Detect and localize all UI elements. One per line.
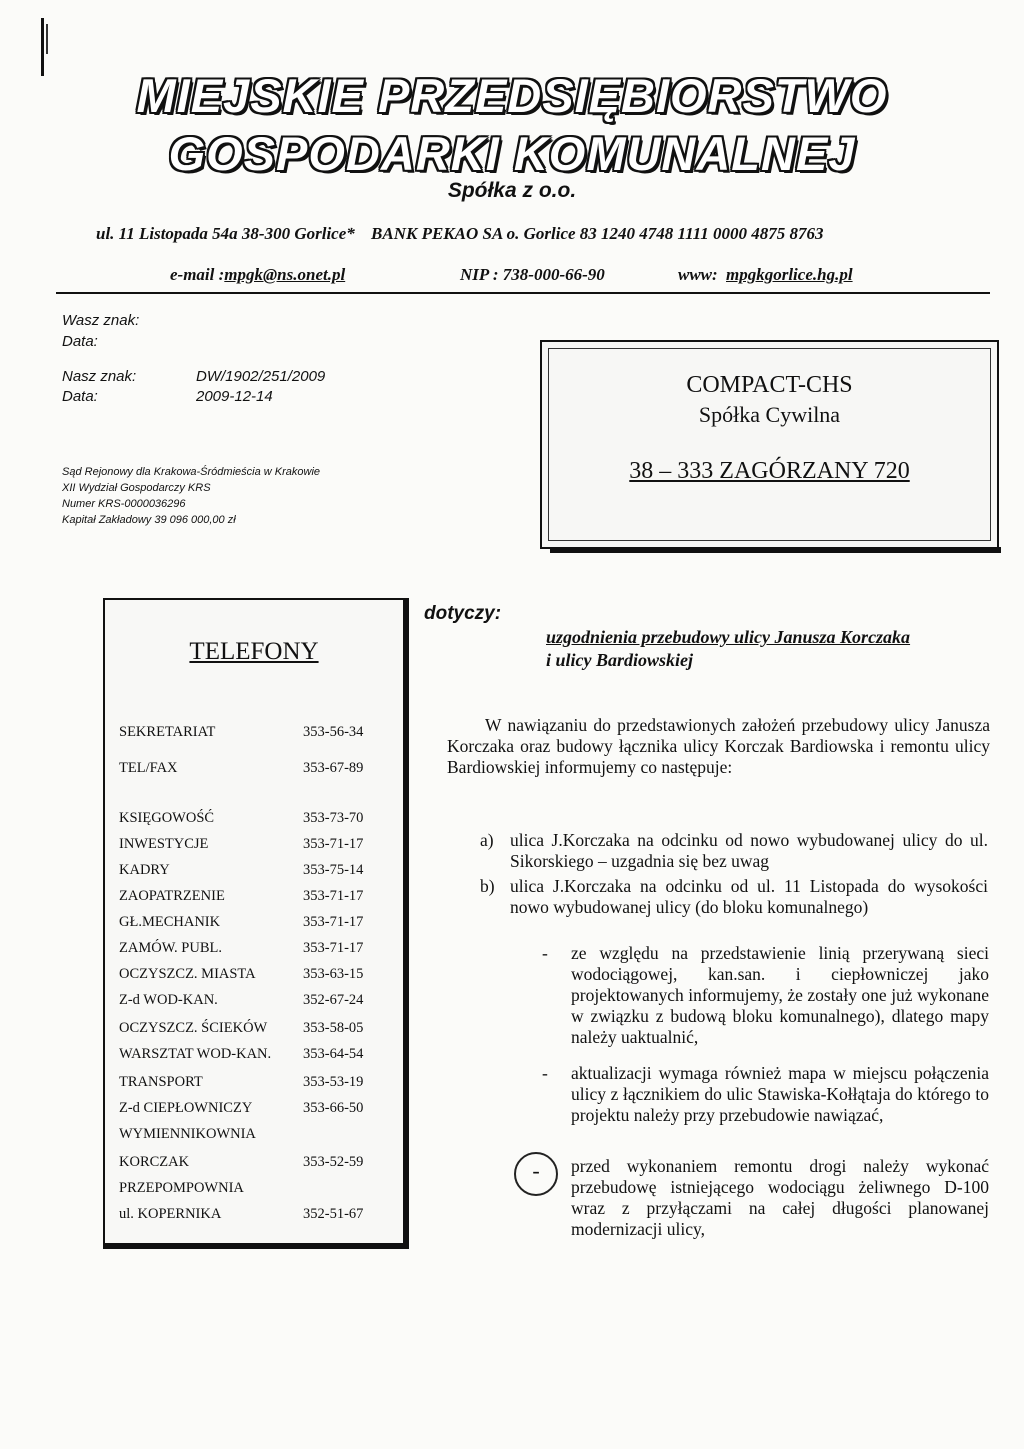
phone-department: ul. KOPERNIKA — [119, 1206, 222, 1222]
item-b-marker: b) — [480, 876, 495, 896]
court-registry-line1: Sąd Rejonowy dla Krakowa-Śródmieścia w Krakowie — [62, 466, 321, 478]
company-nip: NIP : 738-000-66-90 — [460, 265, 605, 284]
www-link[interactable]: mpgkgorlice.hg.pl — [726, 265, 853, 284]
body-intro: W nawiązaniu do przedstawionych założeń przebudowy ulicy Janusza Korczaka oraz budowy łącznika ulicy Korczak Bardiowska i remontu ulicy Bardiowskiej informujemy co następuje: — [447, 715, 990, 777]
phone-department: Z-d WOD-KAN. — [119, 992, 218, 1008]
addressee-form: Spółka Cywilna — [698, 402, 841, 427]
phone-number: 353-56-34 — [303, 724, 364, 740]
phone-department: OCZYSZCZ. ŚCIEKÓW — [119, 1020, 268, 1036]
phone-department: SEKRETARIAT — [119, 724, 216, 740]
item-a-text: ulica J.Korczaka na odcinku od nowo wybudowanej ulicy do ul. Sikorskiego – uzgadnia się bez uwag — [510, 830, 988, 871]
phone-number: 353-64-54 — [303, 1046, 364, 1062]
item-a-marker: a) — [480, 830, 494, 850]
letterhead-divider — [56, 292, 990, 294]
phone-number: 352-67-24 — [303, 992, 364, 1008]
phone-department: TRANSPORT — [119, 1074, 203, 1090]
www-label: www: — [678, 265, 718, 284]
addressee-city: 38 – 333 ZAGÓRZANY 720 — [629, 458, 910, 484]
phone-department: GŁ.MECHANIK — [119, 914, 221, 930]
your-date-label: Data: — [62, 333, 98, 350]
phone-number: 353-71-17 — [303, 888, 364, 904]
phone-department: ZAMÓW. PUBL. — [119, 940, 222, 956]
phone-department: KSIĘGOWOŚĆ — [119, 810, 215, 826]
court-registry-line4: Kapitał Zakładowy 39 096 000,00 zł — [62, 514, 236, 526]
item-b-text: ulica J.Korczaka na odcinku od ul. 11 Listopada do wysokości nowo wybudowanej ulicy (do bloku komunalnego) — [510, 876, 988, 917]
addressee-name: COMPACT-CHS — [686, 372, 853, 398]
phone-number: 353-53-19 — [303, 1074, 364, 1090]
phone-number: 353-71-17 — [303, 914, 364, 930]
letterhead-contact-line — [170, 265, 910, 285]
court-registry-line3: Numer KRS-0000036296 — [62, 498, 186, 510]
phone-department: INWESTYCJE — [119, 836, 209, 852]
company-bank-account: BANK PEKAO SA o. Gorlice 83 1240 4748 1111 0000 4875 8763 — [371, 224, 824, 243]
phone-department: KADRY — [119, 862, 170, 878]
phone-department: Z-d CIEPŁOWNICZY — [119, 1100, 253, 1116]
phone-department: WARSZTAT WOD-KAN. — [119, 1046, 272, 1062]
phone-number: 353-75-14 — [303, 862, 364, 878]
subject-label: dotyczy: — [424, 603, 502, 624]
bullet-2-text: aktualizacji wymaga również mapa w miejscu połączenia ulicy z łącznikiem do ulic Stawiska-Kołłątaja do którego to projektu należy przy przebudowie nawiązać, — [571, 1063, 989, 1125]
letterhead-address-line — [96, 224, 835, 244]
subject-line1: uzgodnienia przebudowy ulicy Janusza Korczaka — [546, 627, 911, 647]
bullet-3-text: przed wykonaniem remontu drogi należy wykonać przebudowę istniejącego wodociągu żeliwnego D-100 wraz z przyłączami na całej długości planowanej modernizacji ulicy, — [571, 1156, 989, 1239]
phone-department: KORCZAK — [119, 1154, 190, 1170]
letterhead-company-form: Spółka z o.o. — [447, 179, 577, 202]
phone-number: 353-71-17 — [303, 940, 364, 956]
phone-number: 353-67-89 — [303, 760, 364, 776]
letterhead-title-line2: GOSPODARKI KOMUNALNEJ — [168, 127, 856, 180]
addressee-box — [540, 340, 999, 549]
phone-number: 353-66-50 — [303, 1100, 364, 1116]
bullet-1-dash: - — [542, 943, 548, 963]
phone-number: 353-73-70 — [303, 810, 364, 826]
phone-number: 353-52-59 — [303, 1154, 364, 1170]
company-address: ul. 11 Listopada 54a 38-300 Gorlice* — [96, 224, 355, 243]
phone-directory-box — [103, 598, 409, 1249]
subject — [546, 626, 976, 672]
phone-number: 352-51-67 — [303, 1206, 364, 1222]
email-link[interactable]: mpgk@ns.onet.pl — [224, 265, 346, 284]
phone-department: WYMIENNIKOWNIA — [119, 1126, 256, 1142]
bullet-3-circled-dash: - — [514, 1152, 558, 1196]
bullet-2-dash: - — [542, 1063, 548, 1083]
letterhead-title-line1: MIEJSKIE PRZEDSIĘBIORSTWO — [136, 69, 888, 122]
phone-department: OCZYSZCZ. MIASTA — [119, 966, 256, 982]
subject-line2: i ulicy Bardiowskiej — [546, 650, 694, 670]
phone-number: 353-58-05 — [303, 1020, 364, 1036]
phone-department: PRZEPOMPOWNIA — [119, 1180, 244, 1196]
our-ref-label: Nasz znak: — [62, 368, 137, 385]
phone-number: 353-71-17 — [303, 836, 364, 852]
phone-directory-title: TELEFONY — [189, 638, 319, 665]
your-ref-label: Wasz znak: — [62, 312, 140, 329]
our-date-value: 2009-12-14 — [196, 388, 273, 405]
phone-department: TEL/FAX — [119, 760, 178, 776]
email-label: e-mail : — [170, 265, 225, 284]
scan-margin-mark-secondary — [46, 24, 48, 54]
bullet-1-text: ze względu na przedstawienie linią przerywaną sieci wodociągowej, kan.san. i ciepłowniczej jako projektowanych informujemy, że zostały one już wykonane w związku z budową bloku komunalnego), dlatego mapy należy uaktualnić, — [571, 943, 989, 1047]
court-registry-line2: XII Wydział Gospodarczy KRS — [62, 482, 211, 494]
our-date-label: Data: — [62, 388, 98, 405]
phone-number: 353-63-15 — [303, 966, 364, 982]
our-ref-value: DW/1902/251/2009 — [196, 368, 326, 385]
phone-department: ZAOPATRZENIE — [119, 888, 225, 904]
